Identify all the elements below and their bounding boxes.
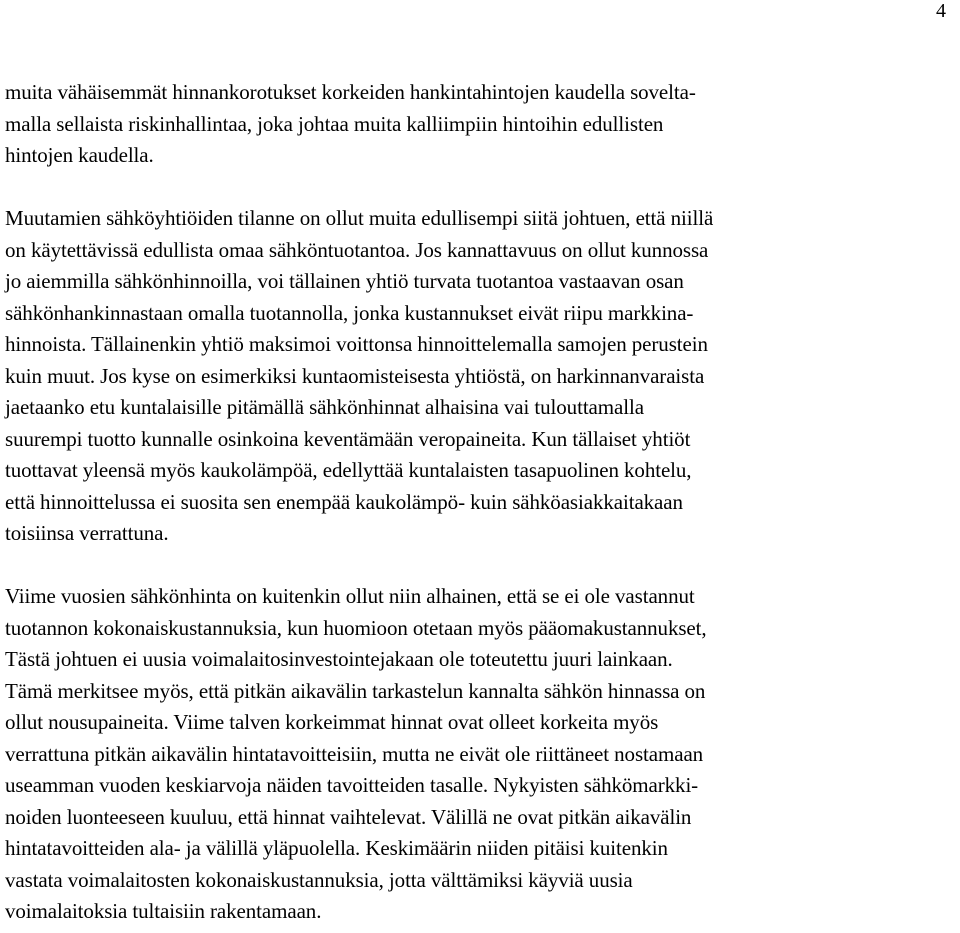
text-line: tuotannon kokonaiskustannuksia, kun huomioon otetaan myös pääomakustannukset, <box>5 615 707 640</box>
text-line: useamman vuoden keskiarvoja näiden tavoitteiden tasalle. Nykyisten sähkömarkki- <box>5 773 699 797</box>
page-number: 4 <box>936 0 946 22</box>
text-line: kuin muut. Jos kyse on esimerkiksi kuntaomisteisesta yhtiöstä, on harkinnanvaraista <box>5 363 705 388</box>
paragraph-3 <box>5 581 950 928</box>
text-line: Tästä johtuen ei uusia voimalaitosinvestointejakaan ole toteutettu juuri lainkaan. <box>5 647 673 671</box>
text-line: on käytettävissä edullista omaa sähköntuotantoa. Jos kannattavuus on ollut kunnossa <box>5 237 709 262</box>
text-line: ollut nousupaineita. Viime talven korkeimmat hinnat ovat olleet korkeita myös <box>5 710 659 734</box>
text-line: hinnoista. Tällainenkin yhtiö maksimoi voittonsa hinnoittelemalla samojen perustein <box>5 332 708 356</box>
text-line: tuottavat yleensä myös kaukolämpöä, edellyttää kuntalaisten tasapuolinen kohtelu, <box>5 458 692 482</box>
paragraph-2 <box>5 203 950 550</box>
text-line: Muutamien sähköyhtiöiden tilanne on ollut muita edullisempi siitä johtuen, että niillä <box>5 206 714 230</box>
text-line: jo aiemmilla sähkönhinnoilla, voi tällainen yhtiö turvata tuotantoa vastaavan osan <box>5 269 684 293</box>
text-line: toisiinsa verrattuna. <box>5 521 169 545</box>
paragraph-gap <box>5 550 950 582</box>
text-line: Tämä merkitsee myös, että pitkän aikavälin tarkastelun kannalta sähkön hinnassa on <box>5 678 706 703</box>
document-body <box>5 77 950 928</box>
text-line: noiden luonteeseen kuuluu, että hinnat vaihtelevat. Välillä ne ovat pitkän aikavälin <box>5 804 692 829</box>
text-line: verrattuna pitkän aikavälin hintatavoitteisiin, mutta ne eivät ole riittäneet nostamaan <box>5 741 704 766</box>
text-line: hintojen kaudella. <box>5 143 154 167</box>
text-line: voimalaitoksia tultaisiin rakentamaan. <box>5 899 322 923</box>
paragraph-gap <box>5 172 950 204</box>
text-line: vastata voimalaitosten kokonaiskustannuksia, jotta välttämiksi käyviä uusia <box>5 867 633 892</box>
text-line: suurempi tuotto kunnalle osinkoina keventämään veropaineita. Kun tällaiset yhtiöt <box>5 426 691 451</box>
text-line: muita vähäisemmät hinnankorotukset korkeiden hankintahintojen kaudella soveltа- <box>5 80 696 104</box>
paragraph-1 <box>5 77 950 172</box>
text-line: malla sellaista riskinhallintaa, joka johtaa muita kalliimpiin hintoihin edullisten <box>5 111 664 136</box>
text-line: hintatavoitteiden ala- ja välillä yläpuolella. Keskimäärin niiden pitäisi kuitenkin <box>5 836 668 860</box>
text-line: Viime vuosien sähkönhinta on kuitenkin ollut niin alhainen, että se ei ole vastannut <box>5 584 695 608</box>
text-line: sähkönhankinnastaan omalla tuotannolla, jonka kustannukset eivät riipu markkina- <box>5 300 694 325</box>
text-line: jaetaanko etu kuntalaisille pitämällä sähkönhinnat alhaisina vai tulouttamalla <box>5 395 644 419</box>
text-line: että hinnoittelussa ei suosita sen enempää kaukolämpö- kuin sähköasiakkaitakaan <box>5 489 683 514</box>
